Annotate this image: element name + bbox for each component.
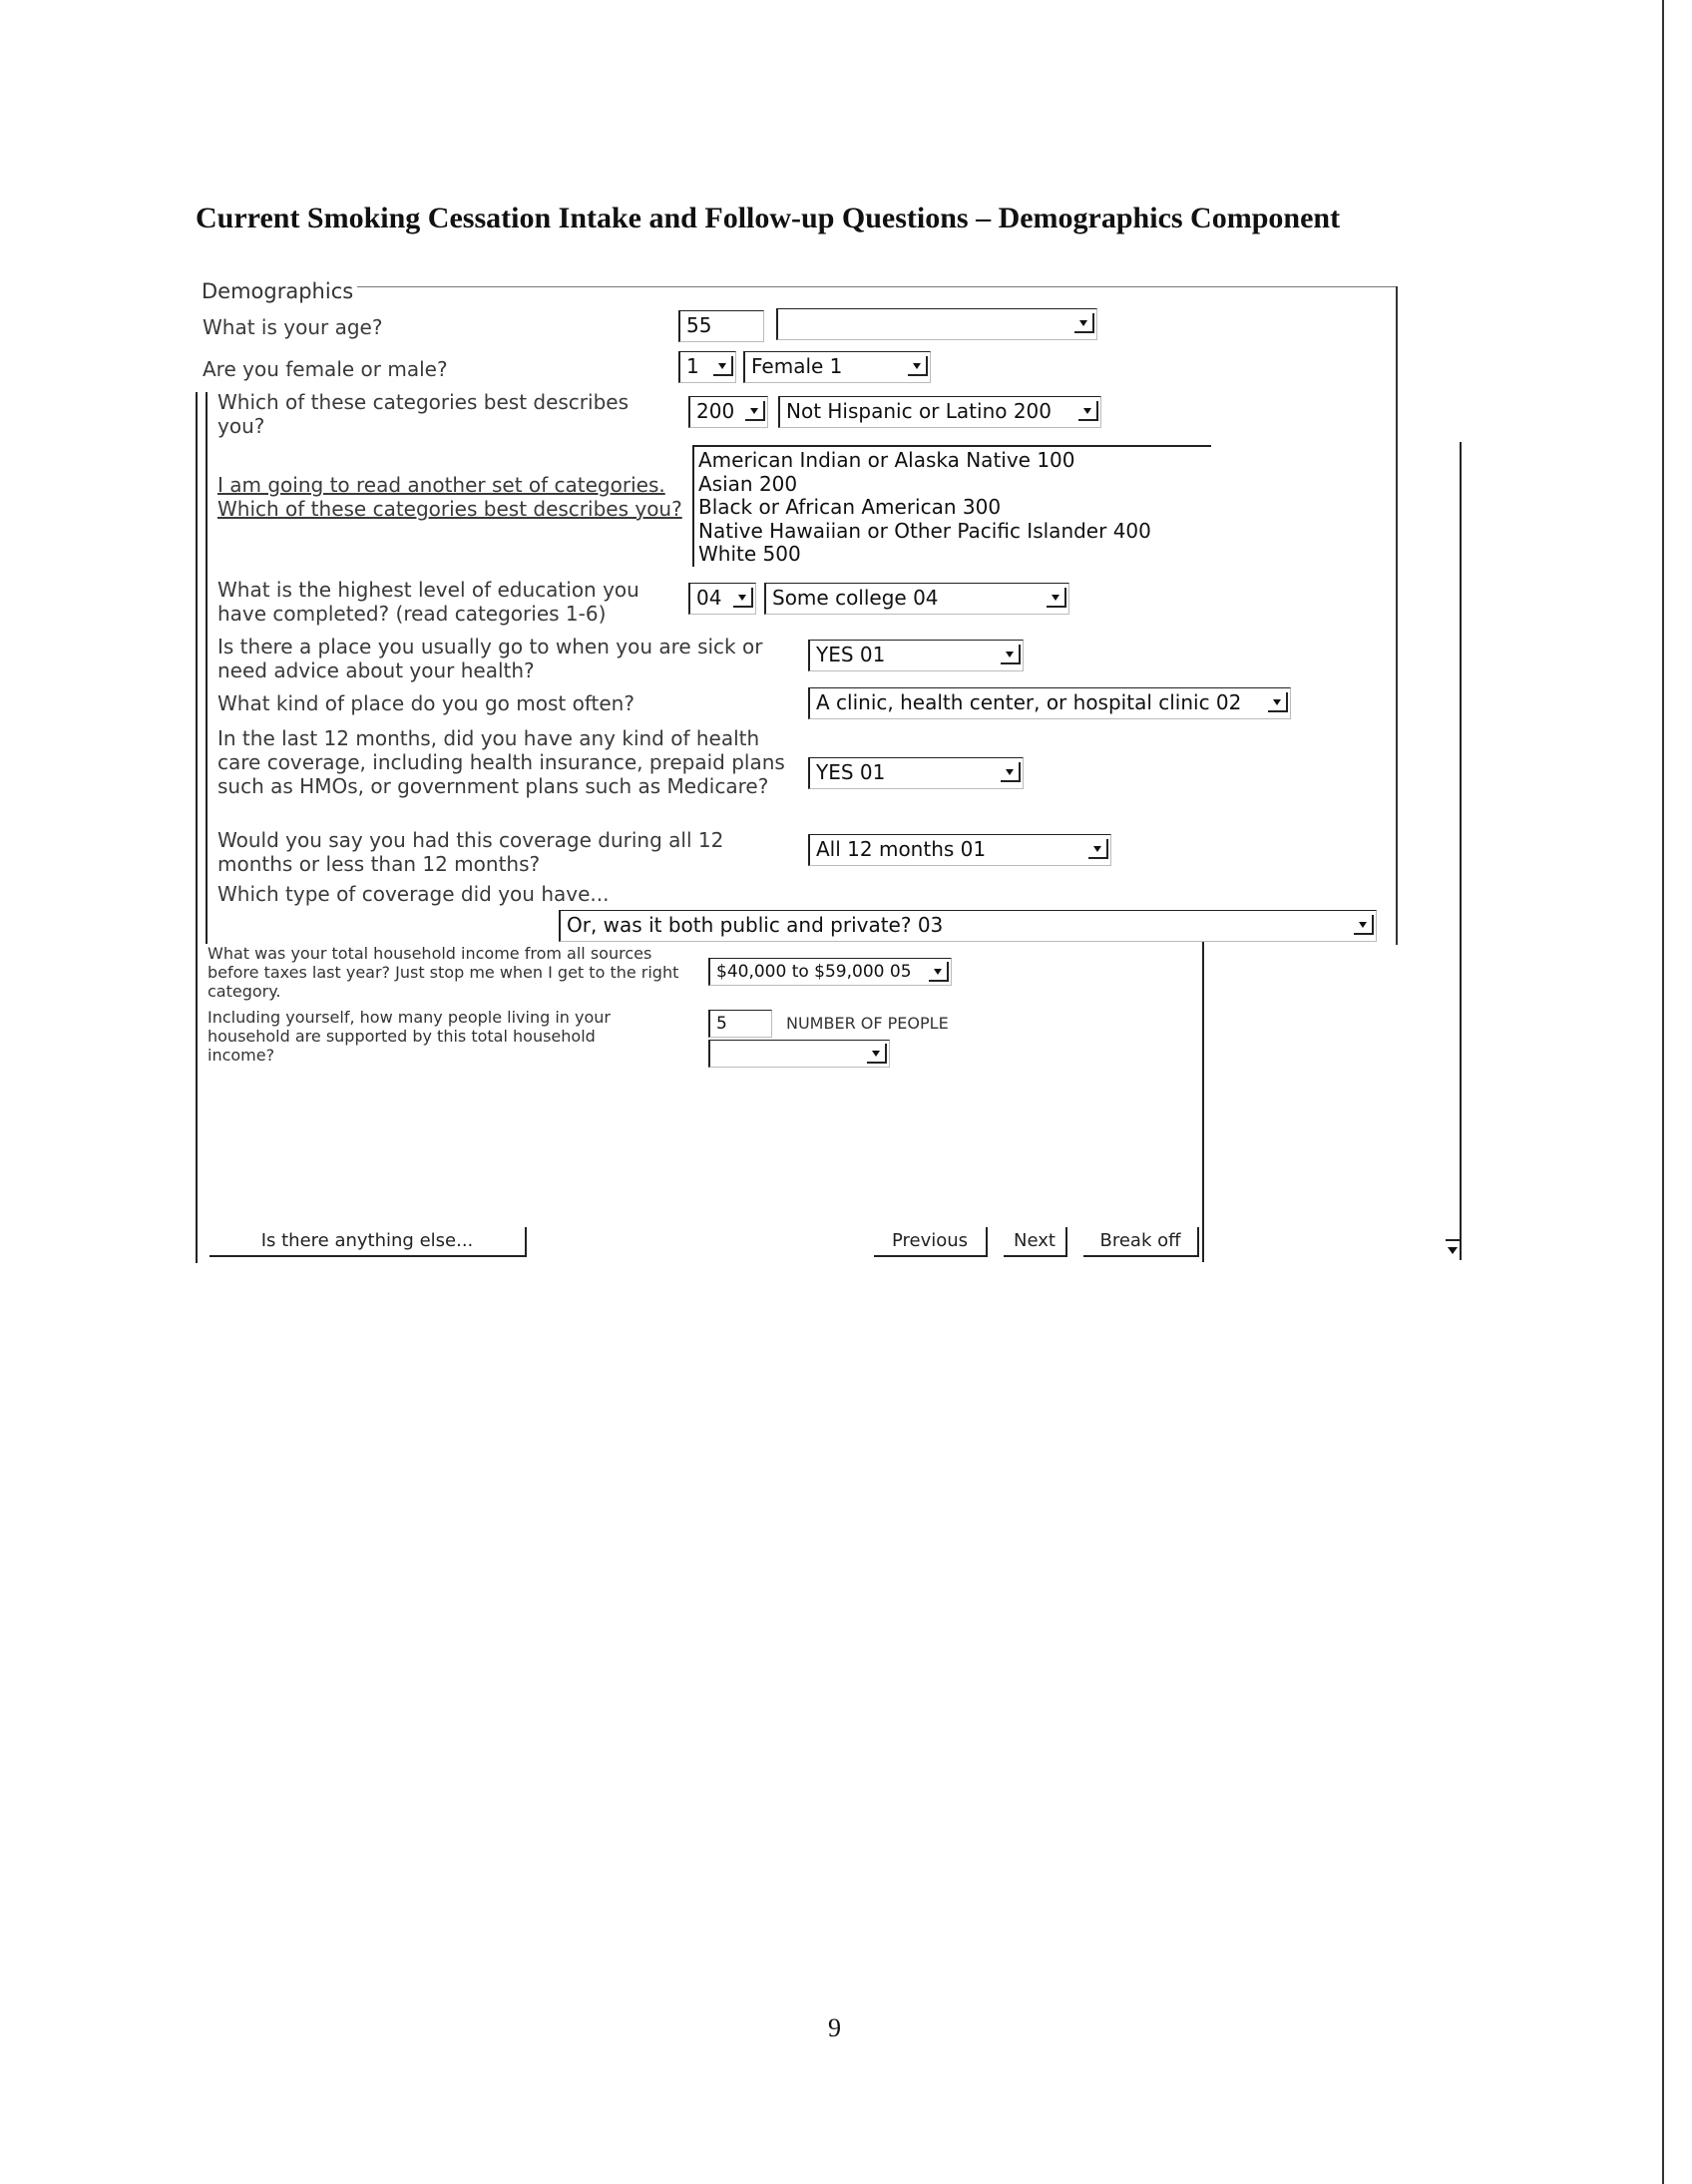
coverage-type-question: Which type of coverage did you have...: [217, 882, 610, 906]
fieldset-border-top: [200, 286, 1397, 287]
ethnicity-select[interactable]: [778, 396, 1101, 428]
previous-button[interactable]: Previous: [874, 1227, 988, 1257]
page-number: 9: [828, 2013, 841, 2042]
chevron-down-icon: [1074, 313, 1094, 333]
sex-code-select[interactable]: [678, 351, 736, 383]
household-select[interactable]: [708, 1040, 890, 1068]
education-code-select[interactable]: [688, 583, 756, 615]
scroll-down-arrow-icon[interactable]: [1446, 1239, 1460, 1259]
race-option[interactable]: Native Hawaiian or Other Pacific Islander 400: [698, 518, 1151, 543]
coverage-select[interactable]: [808, 757, 1024, 789]
frame-line-left-outer: [196, 392, 198, 1263]
chevron-down-icon: [908, 356, 928, 376]
income-value: $40,000 to $59,000 05: [716, 962, 912, 982]
next-button[interactable]: Next: [1004, 1227, 1067, 1257]
chevron-down-icon: [1088, 839, 1108, 859]
chevron-down-icon: [733, 588, 753, 608]
coverage-type-value: Or, was it both public and private? 03: [567, 913, 944, 937]
race-option[interactable]: American Indian or Alaska Native 100: [698, 448, 1075, 472]
usual-place-value: YES 01: [816, 643, 886, 666]
inner-frame-line-right: [1202, 941, 1204, 1262]
page-edge-line: [1662, 0, 1664, 2184]
anything-else-button[interactable]: Is there anything else...: [210, 1227, 527, 1257]
age-question: What is your age?: [203, 315, 383, 339]
fieldset-legend: Demographics: [198, 279, 357, 303]
chevron-down-icon: [1047, 588, 1066, 608]
chevron-down-icon: [867, 1044, 887, 1064]
fieldset-border-right: [1396, 286, 1398, 945]
education-select[interactable]: [764, 583, 1069, 615]
break-off-button[interactable]: Break off: [1083, 1227, 1199, 1257]
frame-line-right: [1460, 442, 1462, 1260]
usual-place-question: Is there a place you usually go to when you are sick or need advice about your health?: [217, 635, 763, 682]
chevron-down-icon: [713, 356, 733, 376]
chevron-down-icon: [1001, 645, 1021, 664]
chevron-down-icon: [1354, 915, 1374, 935]
age-input[interactable]: 55: [678, 310, 764, 342]
race-option[interactable]: White 500: [698, 542, 801, 566]
frame-line-left-inner: [206, 392, 208, 944]
sex-question: Are you female or male?: [203, 357, 448, 381]
document-title: Current Smoking Cessation Intake and Follow-up Questions – Demographics Component: [196, 202, 1341, 234]
ethnicity-code-select[interactable]: [688, 396, 768, 428]
place-kind-select[interactable]: [808, 687, 1291, 719]
race-option[interactable]: Black or African American 300: [698, 495, 1002, 519]
household-unit-label: NUMBER OF PEOPLE: [786, 1014, 949, 1033]
ethnicity-code-value: 200: [696, 399, 735, 423]
sex-value: Female 1: [751, 354, 843, 378]
ethnicity-question: Which of these categories best describes you?: [217, 390, 630, 438]
income-select[interactable]: [708, 958, 952, 986]
chevron-down-icon: [1268, 692, 1288, 712]
income-question: What was your total household income from all sources before taxes last year? Just stop me when I get to the right category.: [208, 944, 679, 1001]
coverage-duration-value: All 12 months 01: [816, 837, 987, 861]
coverage-question: In the last 12 months, did you have any kind of health care coverage, including health insurance, prepaid plans such as HMOs, or government plans such as Medicare?: [217, 726, 785, 798]
race-option[interactable]: Asian 200: [698, 471, 798, 496]
race-question-link[interactable]: I am going to read another set of categories. Which of these categories best describes you?: [217, 473, 682, 521]
place-kind-question: What kind of place do you go most often?: [217, 691, 634, 715]
age-select[interactable]: [776, 308, 1097, 340]
usual-place-select[interactable]: [808, 640, 1024, 671]
coverage-duration-select[interactable]: [808, 834, 1111, 866]
chevron-down-icon: [929, 962, 949, 982]
chevron-down-icon: [745, 401, 765, 421]
ethnicity-value: Not Hispanic or Latino 200: [786, 399, 1053, 423]
race-listbox[interactable]: [692, 445, 1211, 567]
coverage-duration-question: Would you say you had this coverage during all 12 months or less than 12 months?: [217, 828, 724, 876]
education-question: What is the highest level of education you have completed? (read categories 1-6): [217, 578, 639, 626]
sex-select[interactable]: [743, 351, 931, 383]
household-question: Including yourself, how many people living in your household are supported by this total household income?: [208, 1008, 611, 1065]
sex-code-value: 1: [686, 354, 699, 378]
chevron-down-icon: [1001, 762, 1021, 782]
place-kind-value: A clinic, health center, or hospital clinic 02: [816, 690, 1242, 714]
education-code-value: 04: [696, 586, 722, 610]
chevron-down-icon: [1078, 401, 1098, 421]
coverage-value: YES 01: [816, 760, 886, 784]
coverage-type-select[interactable]: [559, 910, 1377, 942]
household-count-input[interactable]: 5: [708, 1010, 772, 1038]
education-value: Some college 04: [772, 586, 939, 610]
